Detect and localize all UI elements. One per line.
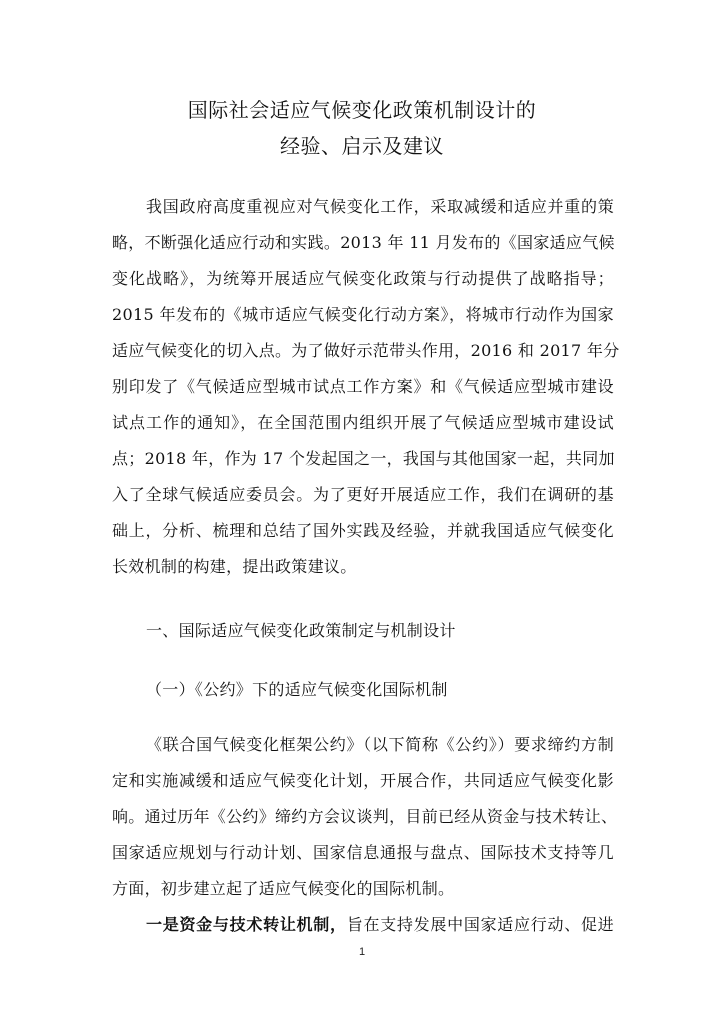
intro-paragraph-line: 我国政府高度重视应对气候变化工作，采取减缓和适应并重的策 [146,197,614,216]
intro-paragraph-line: 长效机制的构建，提出政策建议。 [112,557,357,576]
document-title-line-1: 国际社会适应气候变化政策机制设计的 [187,98,537,122]
paragraph-line [146,915,614,935]
bold-lead-text: 一是资金与技术转让机制， [146,915,347,934]
paragraph-line: 响。通过历年《公约》缔约方会议谈判，目前已经从资金与技术转让、 [112,807,618,826]
intro-paragraph-line: 略，不断强化适应行动和实践。2013 年 11 月发布的《国家适应气候 [112,233,615,252]
intro-paragraph-line: 点；2018 年，作为 17 个发起国之一，我国与其他国家一起，共同加 [112,449,615,468]
paragraph-line: 方面，初步建立起了适应气候变化的国际机制。 [112,879,455,898]
document-title-line-2: 经验、启示及建议 [280,134,444,158]
subsection-heading: （一）《公约》下的适应气候变化国际机制 [146,680,448,699]
intro-paragraph-line: 别印发了《气候适应型城市试点工作方案》和《气候适应型城市建设 [112,377,614,396]
paragraph-text: 旨在支持发展中国家适应行动、促进 [346,915,614,934]
intro-paragraph-line: 试点工作的通知》，在全国范围内组织开展了气候适应型城市建设试 [112,413,614,432]
paragraph-line: 定和实施减缓和适应气候变化计划，开展合作，共同适应气候变化影 [112,771,614,790]
intro-paragraph-line: 2015 年发布的《城市适应气候变化行动方案》，将城市行动作为国家 [112,305,614,324]
intro-paragraph-line: 适应气候变化的切入点。为了做好示范带头作用，2016 和 2017 年分 [112,341,620,360]
intro-paragraph-line: 础上，分析、梳理和总结了国外实践及经验，并就我国适应气候变化 [112,521,614,540]
intro-paragraph-line: 入了全球气候适应委员会。为了更好开展适应工作，我们在调研的基 [112,485,614,504]
paragraph-line: 国家适应规划与行动计划、国家信息通报与盘点、国际技术支持等几 [112,843,614,862]
paragraph-line: 《联合国气候变化框架公约》（以下简称《公约》）要求缔约方制 [146,735,614,754]
section-heading: 一、国际适应气候变化政策制定与机制设计 [146,621,456,640]
page-number: 1 [358,946,366,958]
intro-paragraph-line: 变化战略》，为统筹开展适应气候变化政策与行动提供了战略指导； [112,269,614,288]
